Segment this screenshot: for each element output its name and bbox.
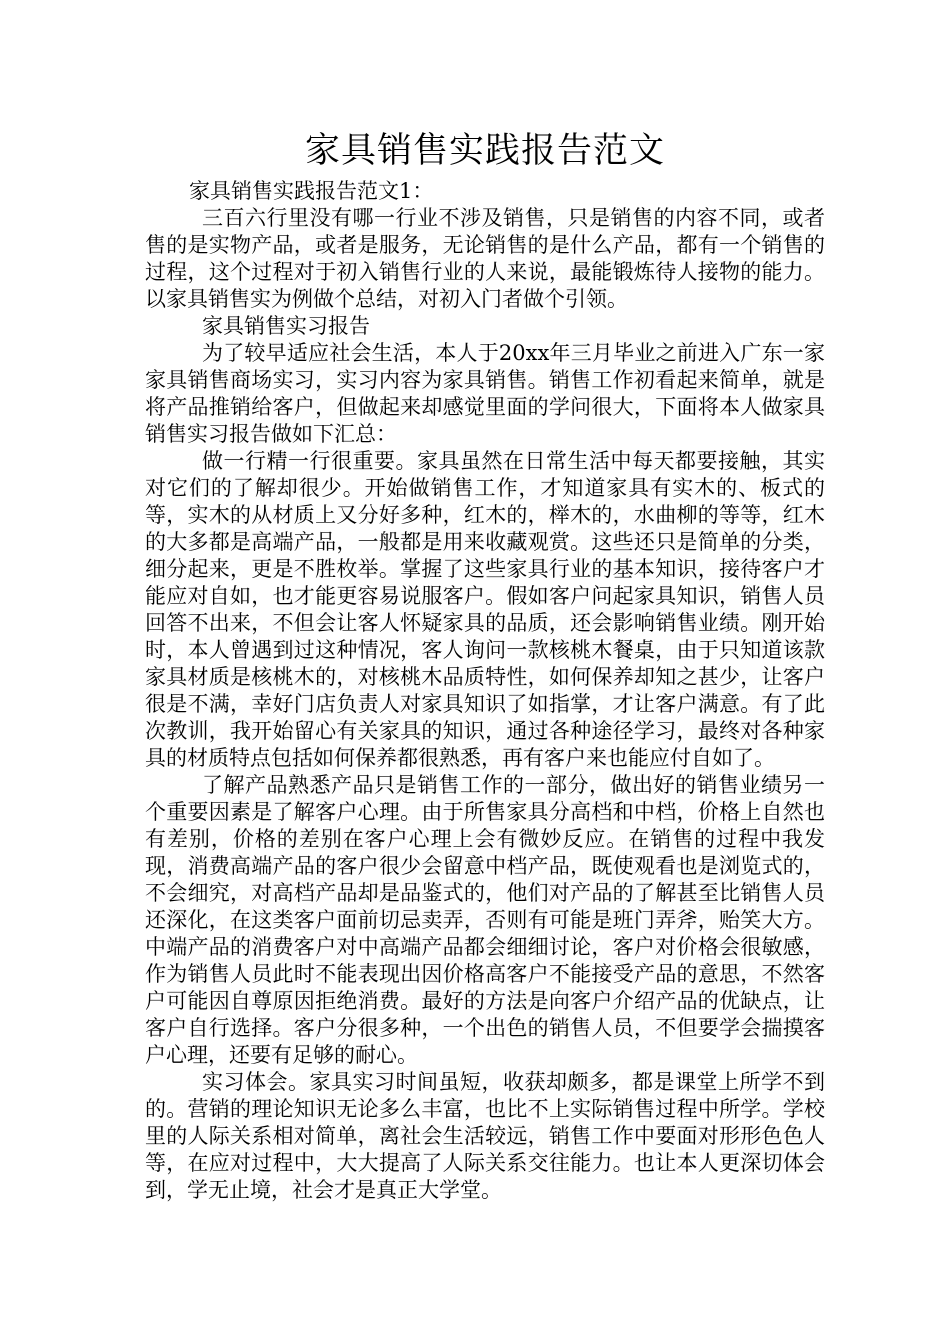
- paragraph-customer-psychology: 了解产品熟悉产品只是销售工作的一部分，做出好的销售业绩另一个重要因素是了解客户心理。由于所售家具分高档和中档，价格上自然也有差别，价格的差别在客户心理上会有微妙反应。在销售的过程中我发现，消费高端产品的客户很少会留意中档产品，既使观看也是浏览式的，不会细究，对高档产品却是品鉴式的，他们对产品的了解甚至比销售人员还深化，在这类客户面前切忌卖弄，否则有可能是班门弄斧，贻笑大方。中端产品的消费客户对中高端产品都会细细讨论，客户对价格会很敏感，作为销售人员此时不能表现出因价格高客户不能接受产品的意思，不然客户可能因自尊原因拒绝消费。最好的方法是向客户介绍产品的优缺点，让客户自行选择。客户分很多种，一个出色的销售人员，不但要学会揣摸客户心理，还要有足够的耐心。: [145, 773, 825, 1067]
- document-title: 家具销售实践报告范文: [304, 131, 665, 171]
- paragraph-background: 为了较早适应社会生活，本人于20xx年三月毕业之前进入广东一家家具销售商场实习，实习内容为家具销售。销售工作初看起来简单，就是将产品推销给客户，但做起来却感觉里面的学问很大，下面将本人做家具销售实习报告做如下汇总：: [145, 341, 825, 446]
- paragraph-intro: 三百六行里没有哪一行业不涉及销售，只是销售的内容不同，或者售的是实物产品，或者是服务，无论销售的是什么产品，都有一个销售的过程，这个过程对于初入销售行业的人来说，最能锻炼待人接物的能力。以家具销售实为例做个总结，对初入门者做个引领。: [145, 206, 825, 311]
- paragraph-product-knowledge: 做一行精一行很重要。家具虽然在日常生活中每天都要接触，其实对它们的了解却很少。开始做销售工作，才知道家具有实木的、板式的等，实木的从材质上又分好多种，红木的，榉木的，水曲柳的等等，红木的大多都是高端产品，一般都是用来收藏观赏。这些还只是简单的分类，细分起来，更是不胜枚举。掌握了这些家具行业的基本知识，接待客户才能应对自如，也才能更容易说服客户。假如客户问起家具知识，销售人员回答不出来，不但会让客人怀疑家具的品质，还会影响销售业绩。刚开始时，本人曾遇到过这种情况，客人询问一款核桃木餐桌，由于只知道该款家具材质是核桃木的，对核桃木品质特性，如何保养却知之甚少，让客户很是不满，幸好门店负责人对家具知识了如指掌，才让客户满意。有了此次教训，我开始留心有关家具的知识，通过各种途径学习，最终对各种家具的材质特点包括如何保养都很熟悉，再有客户来也能应付自如了。: [145, 449, 825, 770]
- paragraph-experience: 实习体会。家具实习时间虽短，收获却颇多，都是课堂上所学不到的。营销的理论知识无论多么丰富，也比不上实际销售过程中所学。学校里的人际关系相对简单，离社会生活较远，销售工作中要面对形形色色人等，在应对过程中，大大提高了人际关系交往能力。也让本人更深切体会到，学无止境，社会才是真正大学堂。: [145, 1070, 825, 1202]
- document-page: [145, 130, 825, 1204]
- document-subtitle: 家具销售实践报告范文1：: [189, 179, 434, 203]
- section-heading: 家具销售实习报告: [202, 314, 370, 338]
